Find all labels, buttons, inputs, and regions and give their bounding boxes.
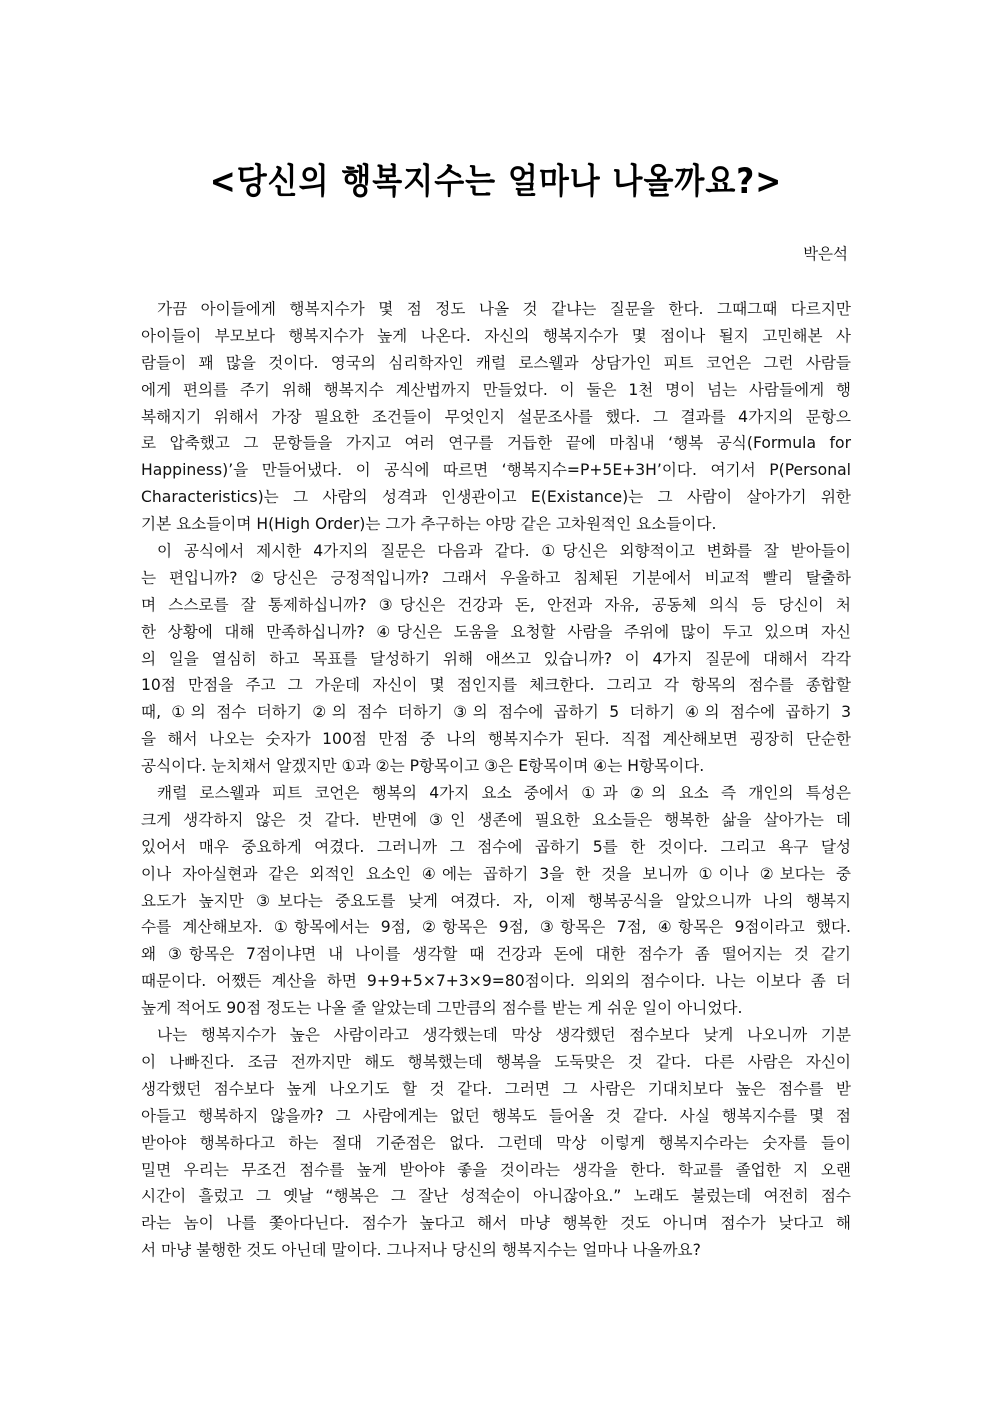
paragraph-1 (141, 296, 851, 538)
text-line: 아들고 행복하지 않을까? 그 사람에게는 없던 행복도 들어올 것 같다. 사실 행복지수를 몇 점 (141, 1106, 851, 1125)
paragraph-4 (141, 1022, 851, 1264)
text-line: 이나 자아실현과 같은 외적인 요소인 ④에는 곱하기 3을 한 것을 보니까 ①이나 ②보다는 중 (141, 864, 851, 883)
text-line: 에게 편의를 주기 위해 행복지수 계산법까지 만들었다. 이 둘은 1천 명이 넘는 사람들에게 행 (141, 380, 851, 399)
text-line: Happiness)’을 만들어냈다. 이 공식에 따르면 ‘행복지수=P+5E+3H’이다. 여기서 P(Personal (141, 461, 851, 480)
text-line: 며 스스로를 잘 통제하십니까? ③당신은 건강과 돈, 안전과 자유, 공동체 의식 등 당신이 처 (141, 595, 851, 614)
text-line: 복해지기 위해서 가장 필요한 조건들이 무엇인지 설문조사를 했다. 그 결과를 4가지의 문항으 (141, 407, 851, 426)
text-line: 서 마냥 불행한 것도 아닌데 말이다. 그나저나 당신의 행복지수는 얼마나 나올까요? (141, 1241, 701, 1260)
text-line: 높게 적어도 90점 정도는 나올 줄 알았는데 그만큼의 점수를 받는 게 쉬운 일이 아니었다. (141, 999, 743, 1018)
paragraph-2 (141, 538, 851, 780)
text-line: 기본 요소들이며 H(High Order)는 그가 추구하는 야망 같은 고차원적인 요소들이다. (141, 515, 717, 534)
text-line: 왜 ③항목은 7점이냐면 내 나이를 생각할 때 건강과 돈에 대한 점수가 좀 떨어지는 것 같기 (141, 945, 851, 964)
text-line: 는 편입니까? ②당신은 긍정적입니까? 그래서 우울하고 침체된 기분에서 비교적 빨리 탈출하 (141, 568, 851, 587)
text-line: 나는 행복지수가 높은 사람이라고 생각했는데 막상 생각했던 점수보다 낮게 나오니까 기분 (157, 1026, 851, 1045)
author-name: 박은석 (803, 245, 848, 263)
text-line: 가끔 아이들에게 행복지수가 몇 점 정도 나올 것 같냐는 질문을 한다. 그때그때 다르지만 (157, 300, 851, 318)
text-line: 있어서 매우 중요하게 여겼다. 그러니까 그 점수에 곱하기 5를 한 것이다. 그리고 욕구 달성 (141, 837, 851, 856)
document-title: <당신의 행복지수는 얼마나 나올까요?> (209, 161, 783, 203)
text-line: 시간이 흘렀고 그 옛날 “행복은 그 잘난 성적순이 아니잖아요.” 노래도 불렀는데 여전히 점수 (141, 1187, 851, 1206)
text-line: 받아야 행복하다고 하는 절대 기준점은 없다. 그런데 막상 이렇게 행복지수라는 숫자를 들이 (141, 1133, 851, 1152)
paragraph-3 (141, 780, 851, 1022)
text-line: 크게 생각하지 않은 것 같다. 반면에 ③인 생존에 필요한 요소들은 행복한 삶을 살아가는 데 (141, 810, 851, 829)
text-line: 을 해서 나오는 숫자가 100점 만점 중 나의 행복지수가 된다. 직접 계산해보면 굉장히 단순한 (141, 730, 851, 749)
text-line: 람들이 꽤 많을 것이다. 영국의 심리학자인 캐럴 로스웰과 상담가인 피트 코언은 그런 사람들 (141, 353, 851, 372)
text-line: 아이들이 부모보다 행복지수가 높게 나온다. 자신의 행복지수가 몇 점이나 될지 고민해본 사 (141, 326, 851, 345)
text-line: 로 압축했고 그 문항들을 가지고 여러 연구를 거듭한 끝에 마침내 ‘행복 공식(Formula for (141, 434, 851, 453)
text-line: 밀면 우리는 무조건 점수를 높게 받아야 좋을 것이라는 생각을 한다. 학교를 졸업한 지 오랜 (141, 1160, 851, 1179)
text-line: 생각했던 점수보다 높게 나오기도 할 것 같다. 그러면 그 사람은 기대치보다 높은 점수를 받 (141, 1079, 851, 1098)
text-line: 이 나빠진다. 조금 전까지만 해도 행복했는데 행복을 도둑맞은 것 같다. 다른 사람은 자신이 (141, 1052, 851, 1071)
text-line: 때문이다. 어쨌든 계산을 하면 9+9+5×7+3×9=80점이다. 의외의 점수이다. 나는 이보다 좀 더 (141, 972, 851, 991)
text-line: 이 공식에서 제시한 4가지의 질문은 다음과 같다. ①당신은 외향적이고 변화를 잘 받아들이 (157, 542, 851, 561)
text-line: 캐럴 로스웰과 피트 코언은 행복의 4가지 요소 중에서 ①과 ②의 요소 즉 개인의 특성은 (157, 784, 851, 803)
text-line: 한 상황에 대해 만족하십니까? ④당신은 도움을 요청할 사람을 주위에 많이 두고 있으며 자신 (141, 622, 851, 641)
text-line: 공식이다. 눈치채서 알겠지만 ①과 ②는 P항목이고 ③은 E항목이며 ④는 H항목이다. (141, 757, 705, 776)
document-body (141, 296, 851, 1264)
text-line: Characteristics)는 그 사람의 성격과 인생관이고 E(Existance)는 그 사람이 살아가기 위한 (141, 488, 851, 507)
text-line: 라는 놈이 나를 쫓아다닌다. 점수가 높다고 해서 마냥 행복한 것도 아니며 점수가 낮다고 해 (141, 1214, 851, 1233)
text-line: 수를 계산해보자. ①항목에서는 9점, ②항목은 9점, ③항목은 7점, ④항목은 9점이라고 했다. (141, 918, 851, 937)
text-line: 10점 만점을 주고 그 가운데 자신이 몇 점인지를 체크한다. 그리고 각 항목의 점수를 종합할 (141, 676, 851, 695)
text-line: 요도가 높지만 ③보다는 중요도를 낮게 여겼다. 자, 이제 행복공식을 알았으니까 나의 행복지 (141, 891, 851, 910)
text-line: 의 일을 열심히 하고 목표를 달성하기 위해 애쓰고 있습니까? 이 4가지 질문에 대해서 각각 (141, 649, 851, 668)
text-line: 때, ①의 점수 더하기 ②의 점수 더하기 ③의 점수에 곱하기 5 더하기 ④의 점수에 곱하기 3 (141, 703, 851, 722)
